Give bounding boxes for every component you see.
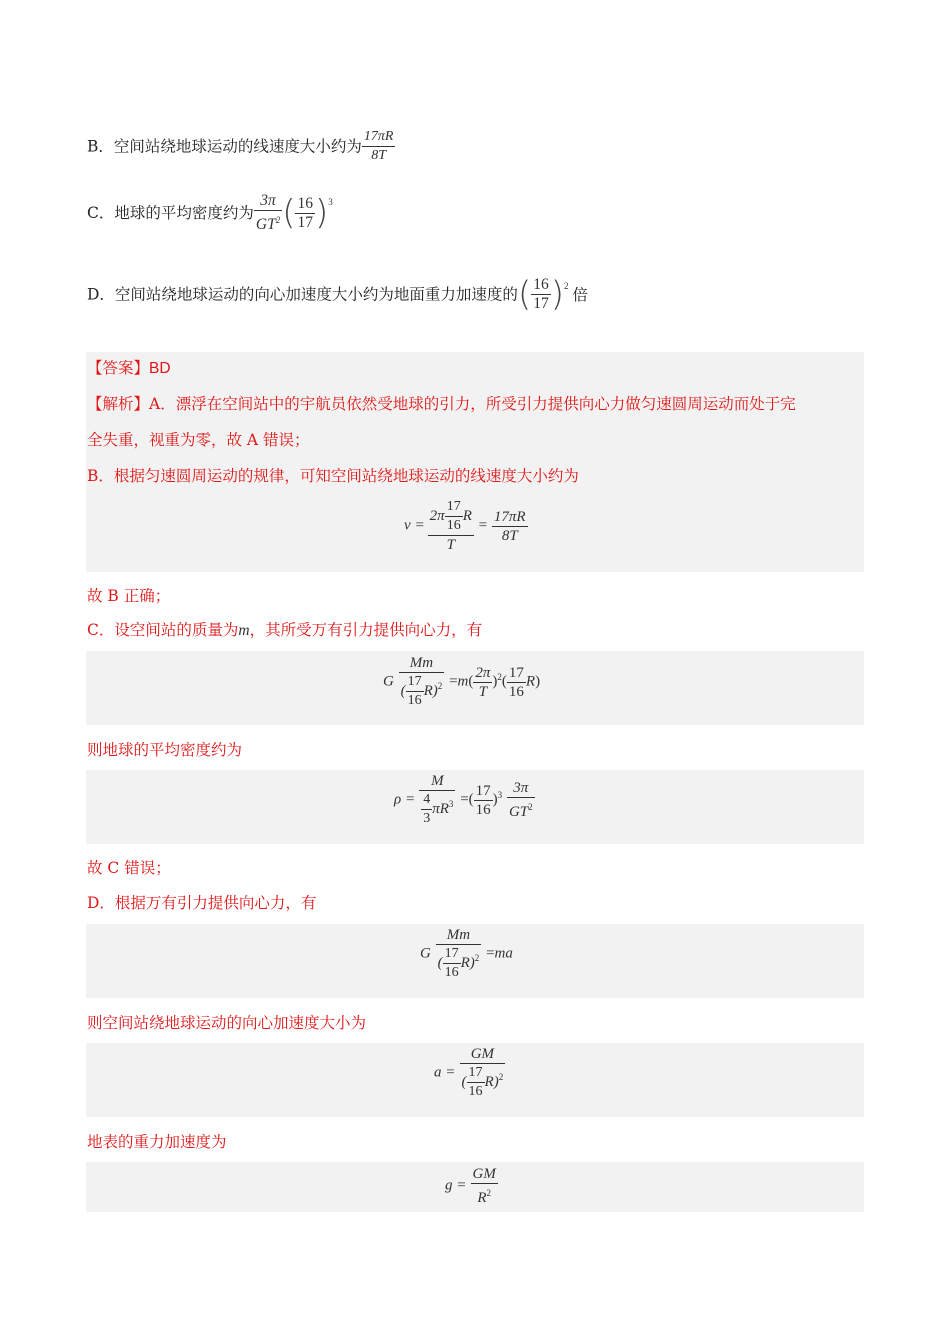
option-c-ratio: $\frac{16}{17}$	[297, 194, 313, 231]
velocity-fraction-left: 2π $\frac{17}{16}$ R T	[429, 499, 472, 553]
equation-velocity: v = 2π $\frac{17}{16}$ R T = $\frac{17\pi R}{8T}$	[404, 499, 526, 553]
equation-gravity: g = $\frac{GM}{R^2}$	[445, 1166, 496, 1206]
equation-newton: G Mm ( $\frac{17}{16}$ R)$^2$ =ma	[420, 927, 513, 980]
option-b-fraction: $\frac{17\pi R}{8T}$	[363, 129, 394, 163]
option-d-ratio: $\frac{16}{17}$	[533, 276, 549, 312]
analysis-d-line2: 则空间站绕地球运动的向心加速度大小为	[87, 1014, 367, 1032]
answer-line: 【答案】BD	[87, 359, 171, 377]
analysis-b-line1: B．根据匀速圆周运动的规律，可知空间站绕地球运动的线速度大小约为	[87, 467, 579, 485]
analysis-c-conclusion: 故 C 错误；	[87, 859, 171, 877]
analysis-c-line1: C．设空间站的质量为m，其所受万有引力提供向心力，有	[87, 621, 483, 639]
option-c-fraction: $\frac{3\pi}{GT^2}$	[255, 192, 281, 234]
equation-density: ρ = M $\frac{4}{3}$ $\pi R^3$ =( $\frac{17}{16}$ )$^3$ $\frac{3\pi}{GT^2}$	[394, 773, 533, 826]
analysis-a-line2: 全失重，视重为零，故 A 错误；	[87, 431, 310, 449]
equation-acceleration: a = GM ( $\frac{17}{16}$ R)$^2$	[434, 1046, 504, 1099]
velocity-fraction-right: $\frac{17\pi R}{8T}$	[493, 508, 526, 544]
option-d: D．空间站绕地球运动的向心加速度大小约为地面重力加速度的( $\frac{16}{17}$ )$^2$ 倍	[87, 274, 588, 315]
option-c: C．地球的平均密度约为 $\frac{3\pi}{GT^2}$ ( $\frac{16}{17}$ )$^3$	[87, 192, 333, 234]
equation-gravitation: G Mm ( $\frac{17}{16}$ R)$^2$ =m( $\frac{2\pi}{T}$ )$^2$( $\frac{17}{16}$ R)	[383, 655, 541, 708]
option-b-text: B．空间站绕地球运动的线速度大小约为	[87, 137, 362, 156]
analysis-d-line3: 地表的重力加速度为	[87, 1133, 227, 1151]
analysis-a-line1: 【解析】A．漂浮在空间站中的宇航员依然受地球的引力，所受引力提供向心力做匀速圆周运动而处于完	[87, 395, 796, 413]
option-d-text: D．空间站绕地球运动的向心加速度大小约为地面重力加速度的	[87, 285, 518, 304]
option-c-text: C．地球的平均密度约为	[87, 204, 254, 223]
option-b	[87, 128, 395, 165]
analysis-c-line2: 则地球的平均密度约为	[87, 741, 243, 759]
analysis-b-conclusion: 故 B 正确；	[87, 587, 171, 605]
analysis-d-line1: D．根据万有引力提供向心力，有	[87, 894, 317, 912]
